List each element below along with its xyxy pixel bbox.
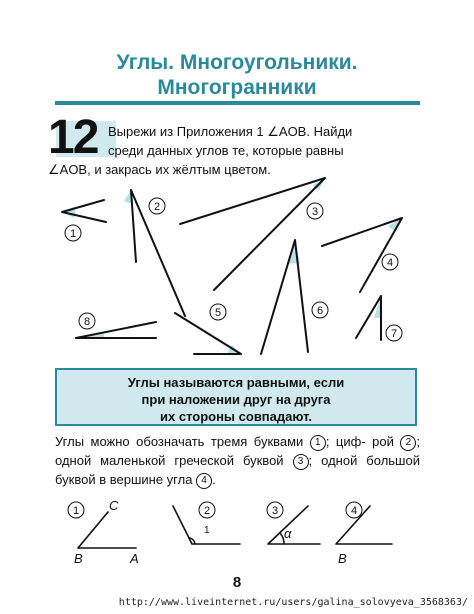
notation-ref-1: 1 [310,435,326,451]
angle-label-1: 1 [69,228,77,240]
definition-line-3: их стороны совпадают. [160,409,312,424]
notation-part-4: ; одной маленькой греческой буквой [55,434,420,468]
notation-part-3: рой [372,434,394,449]
definition-line-1: Углы называются равными, если [127,375,345,390]
angle-3 [180,178,325,290]
angle-label-4: 4 [386,257,394,269]
task-text-line-2: среди данных углов те, которые равны [108,143,344,158]
angle-label-3: 3 [311,206,319,218]
notation-part-5: ; [308,453,313,468]
angle-label-5: 5 [214,307,222,319]
example-angle-1 [78,512,136,548]
definition-line-2: при наложении друг на друга [141,392,331,407]
notation-ref-3: 3 [293,454,309,470]
example-label-2: 2 [203,505,211,517]
notation-part-1: Углы можно обозначать тремя буквами [55,434,304,449]
angle-label-6: 6 [316,305,324,317]
example-digit-one: 1 [204,525,210,536]
example-label-1: 1 [72,505,80,517]
task-number-text: 12 [48,111,98,164]
example-label-3: 3 [271,505,279,517]
angle-1 [62,200,106,222]
angle-label-2: 2 [153,201,161,213]
example-label-4: 4 [350,505,358,517]
example-letter-b: B [74,551,83,566]
angle-7 [356,296,381,340]
example-letter-a: A [130,551,139,566]
example-letter-b2: B [338,551,347,566]
notation-part-2: ; циф- [325,434,366,449]
angle-label-8: 8 [83,316,91,328]
page-number: 8 [232,574,242,591]
notation-part-6: одной большой буквой в вершине угла [55,453,420,487]
angle-4 [322,218,402,292]
watermark-url: http://www.liveinternet.ru/users/galina_solovyeva_3568363/ [118,597,468,608]
notation-text [55,432,420,489]
task-text-line-3: ∠AOB, и закрась их жёлтым цветом. [48,162,271,177]
title-line-1: Углы. Многоугольники. [116,51,358,74]
title-line-2: Многогранники [157,76,317,99]
example-angle-4 [336,506,392,544]
angle-6 [261,240,308,354]
task-text-line-1: Вырежи из Приложения 1 ∠AOB. Найди [108,124,353,139]
notation-ref-4: 4 [196,473,212,489]
notation-part-7: . [212,472,216,487]
angle-label-7: 7 [390,328,398,340]
angle-5 [175,313,241,354]
example-letter-c: C [109,498,119,513]
notation-ref-2: 2 [400,435,416,451]
example-alpha: α [284,526,292,541]
definition-box [55,368,417,426]
